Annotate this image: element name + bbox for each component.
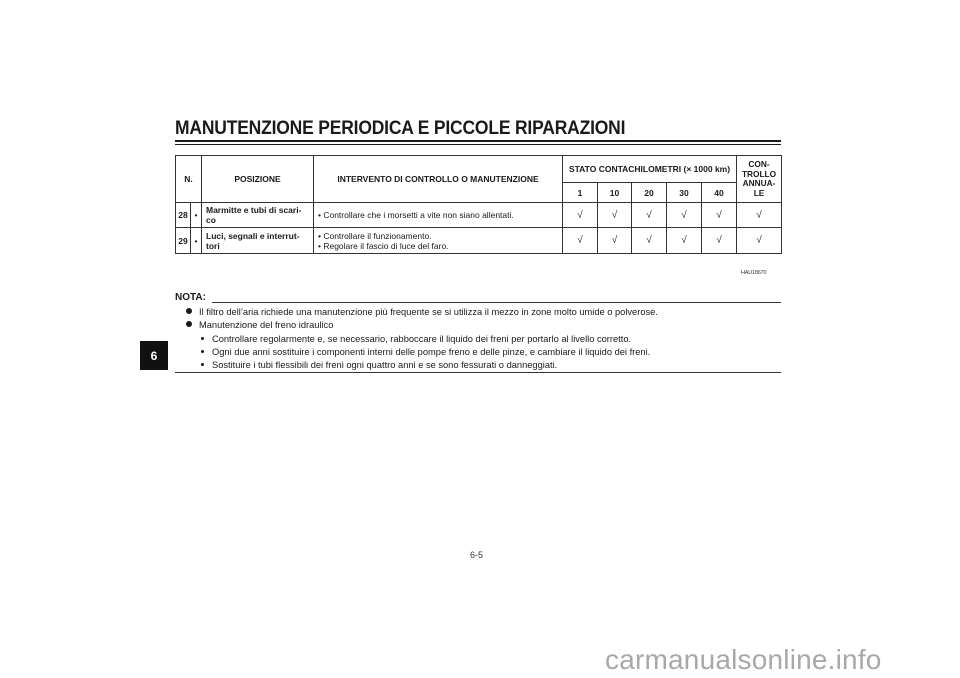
nota-subitem (186, 346, 658, 359)
nota-label: NOTA: (175, 292, 206, 303)
check-mark: √ (632, 203, 667, 228)
row-marker: • (191, 203, 202, 228)
header-intervento: INTERVENTO DI CONTROLLO O MANUTENZIONE (314, 156, 563, 203)
sub-bullet-icon (201, 363, 204, 366)
check-mark: √ (598, 203, 632, 228)
check-mark: √ (667, 203, 702, 228)
nota-item-text: Il filtro dell’aria richiede una manutenzione più frequente se si utilizza il mezzo in zone molto umide o polverose. (199, 307, 658, 317)
title-rule-thin (175, 144, 781, 145)
header-km-30: 30 (667, 183, 702, 203)
row-intervento (314, 228, 563, 254)
check-mark: √ (737, 228, 782, 254)
nota-subitem (186, 333, 658, 346)
check-mark: √ (737, 203, 782, 228)
check-mark: √ (702, 228, 737, 254)
watermark: carmanualsonline.info (605, 644, 882, 675)
nota-item (186, 306, 658, 319)
nota-subitem (186, 359, 658, 372)
check-mark: √ (563, 228, 598, 254)
nota-item (186, 319, 658, 332)
check-mark: √ (702, 203, 737, 228)
bullet-icon (186, 321, 192, 327)
reference-code: HAU18670 (741, 270, 767, 276)
bullet-icon (186, 308, 192, 314)
intervento-line: • Controllare il funzionamento. (318, 230, 432, 241)
row-intervento: • Controllare che i morsetti a vite non siano allentati. (314, 203, 563, 228)
nota-bottom-rule (175, 372, 781, 373)
header-km-1: 1 (563, 183, 598, 203)
row-posizione: Marmitte e tubi di scari- co (202, 203, 314, 228)
header-km-20: 20 (632, 183, 667, 203)
row-number: 29 (176, 228, 191, 254)
nota-rule (212, 302, 781, 303)
check-mark: √ (563, 203, 598, 228)
nota-subitem-text: Ogni due anni sostituire i componenti interni delle pompe freno e delle pinze, e cambiare il liquido dei freni. (212, 346, 651, 357)
check-mark: √ (667, 228, 702, 254)
nota-subitem-text: Sostituire i tubi flessibili dei freni ogni quattro anni e se sono fessurati o danneggiati. (212, 360, 558, 371)
sub-bullet-icon (201, 350, 204, 353)
header-km-10: 10 (598, 183, 632, 203)
nota-subitem-text: Controllare regolarmente e, se necessario, rabboccare il liquido dei freni per portarlo al livello corretto. (212, 333, 632, 344)
header-stato-contachilometri: STATO CONTACHILOMETRI (× 1000 km) (563, 156, 737, 183)
table-row (176, 228, 782, 254)
check-mark: √ (632, 228, 667, 254)
chapter-tab: 6 (140, 341, 168, 370)
row-posizione: Luci, segnali e interrut- tori (202, 228, 314, 254)
header-n: N. (176, 156, 202, 203)
nota-item-text: Manutenzione del freno idraulico (199, 320, 334, 331)
title-rule-thick (175, 140, 781, 142)
page-number: 6-5 (470, 550, 484, 560)
header-km-40: 40 (702, 183, 737, 203)
header-posizione: POSIZIONE (202, 156, 314, 203)
sub-bullet-icon (201, 337, 204, 340)
header-controllo-annuale: CON- TROLLO ANNUA- LE (737, 156, 782, 203)
row-marker: • (191, 228, 202, 254)
intervento-line: • Regolare il fascio di luce del faro. (318, 240, 449, 251)
nota-list (186, 306, 658, 372)
check-mark: √ (598, 228, 632, 254)
row-number: 28 (176, 203, 191, 228)
page-title: MANUTENZIONE PERIODICA E PICCOLE RIPARAZIONI (175, 118, 626, 139)
maintenance-table (175, 155, 782, 254)
table-row (176, 203, 782, 228)
